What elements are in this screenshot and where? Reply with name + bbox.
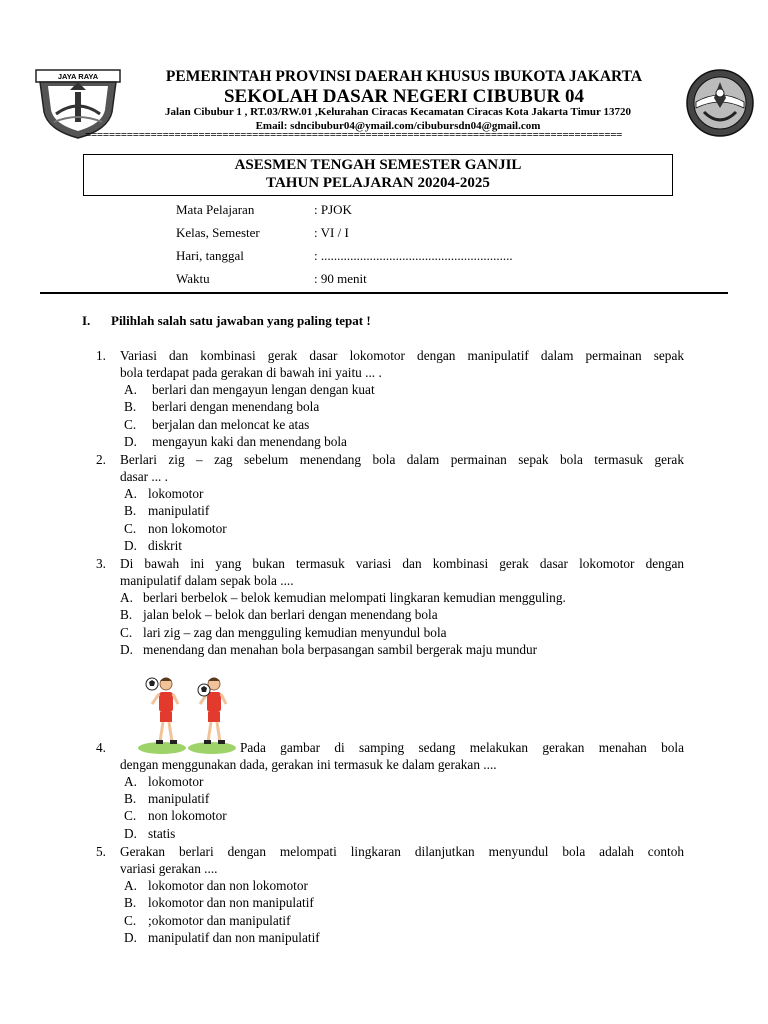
- question-number: 3.: [96, 556, 106, 571]
- option-letter: B.: [120, 607, 133, 622]
- question-text: Gerakan berlari dengan melompati lingkaran dilanjutkan menyundul bola adalah contoh: [120, 844, 684, 859]
- question-number: 1.: [96, 348, 106, 363]
- info-label-time: Waktu: [176, 271, 210, 286]
- option-text: manipulatif dan non manipulatif: [148, 930, 320, 945]
- question-text: Berlari zig – zag sebelum menendang bola dalam permainan sepak bola termasuk gerak: [120, 452, 684, 467]
- option-text: lokomotor dan non manipulatif: [148, 895, 314, 910]
- header-divider: [40, 292, 728, 294]
- option-text: non lokomotor: [148, 521, 227, 536]
- section-number: I.: [82, 313, 91, 328]
- option-text: diskrit: [148, 538, 182, 553]
- info-value-subject: : PJOK: [314, 202, 352, 217]
- option-text: lokomotor dan non lokomotor: [148, 878, 308, 893]
- option-letter: C.: [124, 808, 137, 823]
- info-value-class: : VI / I: [314, 225, 349, 240]
- option-text: berlari dengan menendang bola: [152, 399, 320, 414]
- option-letter: D.: [124, 434, 137, 449]
- question-text-continued: dengan menggunakan dada, gerakan ini termasuk ke dalam gerakan ....: [120, 757, 497, 772]
- exam-title: ASESMEN TENGAH SEMESTER GANJIL: [234, 157, 522, 173]
- question-text-continued: dasar ... .: [120, 469, 168, 484]
- option-letter: D.: [124, 538, 137, 553]
- question-text-continued: bola terdapat pada gerakan di bawah ini yaitu ... .: [120, 365, 382, 380]
- soccer-players-illustration: [134, 670, 238, 756]
- question-text: Di bawah ini yang bukan termasuk variasi dan kombinasi gerak dasar lokomotor dengan: [120, 556, 684, 571]
- tut-wuri-handayani-icon: [682, 68, 758, 138]
- option-letter: A.: [124, 382, 137, 397]
- option-text: berlari berbelok – belok kemudian melompati lingkaran kemudian mengguling.: [143, 590, 566, 605]
- header-address: Jalan Cibubur 1 , RT.03/RW.01 ,Kelurahan Ciracas Kecamatan Ciracas Kota Jakarta Timur 13720: [165, 106, 631, 118]
- option-letter: A.: [124, 774, 137, 789]
- option-letter: C.: [124, 521, 137, 536]
- option-text: jalan belok – belok dan berlari dengan menendang bola: [143, 607, 438, 622]
- option-letter: A.: [124, 878, 137, 893]
- section-title: Pilihlah salah satu jawaban yang paling tepat !: [111, 313, 371, 328]
- option-text: mengayun kaki dan menendang bola: [152, 434, 347, 449]
- option-text: menendang dan menahan bola berpasangan sambil bergerak maju mundur: [143, 642, 538, 657]
- option-letter: B.: [124, 399, 137, 414]
- header-government: PEMERINTAH PROVINSI DAERAH KHUSUS IBUKOTA JAKARTA: [165, 68, 643, 85]
- exam-year: TAHUN PELAJARAN 20204-2025: [266, 175, 490, 191]
- header-separator: ==========================================================================================: [85, 129, 623, 141]
- question-text: Variasi dan kombinasi gerak dasar lokomotor dengan manipulatif dalam permainan sepak: [120, 348, 684, 363]
- svg-text:JAYA RAYA: JAYA RAYA: [57, 72, 99, 81]
- option-letter: C.: [120, 625, 133, 640]
- option-text: lari zig – zag dan mengguling kemudian menyundul bola: [143, 625, 447, 640]
- option-letter: A.: [124, 486, 137, 501]
- option-letter: B.: [124, 791, 137, 806]
- option-letter: C.: [124, 417, 137, 432]
- question-text-continued: manipulatif dalam sepak bola ....: [120, 573, 294, 588]
- option-letter: D.: [124, 826, 137, 841]
- option-letter: C.: [124, 913, 137, 928]
- option-letter: A.: [120, 590, 133, 605]
- option-text: berlari dan mengayun lengan dengan kuat: [152, 382, 375, 397]
- question-number: 2.: [96, 452, 106, 467]
- option-letter: D.: [120, 642, 133, 657]
- option-text: berjalan dan meloncat ke atas: [152, 417, 310, 432]
- option-text: manipulatif: [148, 503, 210, 518]
- info-label-class: Kelas, Semester: [176, 225, 260, 240]
- header-school-name: SEKOLAH DASAR NEGERI CIBUBUR 04: [223, 86, 584, 107]
- header-email: Email: sdncibubur04@ymail.com/cibubursdn04@gmail.com: [255, 120, 541, 132]
- info-value-time: : 90 menit: [314, 271, 367, 286]
- option-text: statis: [148, 826, 176, 841]
- option-letter: B.: [124, 895, 137, 910]
- option-text: manipulatif: [148, 791, 210, 806]
- option-text: lokomotor: [148, 486, 204, 501]
- info-label-date: Hari, tanggal: [176, 248, 244, 263]
- option-letter: D.: [124, 930, 137, 945]
- question-text: Pada gambar di samping sedang melakukan gerakan menahan bola: [240, 740, 684, 755]
- question-number: 4.: [96, 740, 106, 755]
- info-value-date: : ...........................................................: [314, 248, 513, 263]
- question-number: 5.: [96, 844, 106, 859]
- option-text: non lokomotor: [148, 808, 227, 823]
- info-label-subject: Mata Pelajaran: [176, 202, 255, 217]
- question-text-continued: variasi gerakan ....: [120, 861, 218, 876]
- option-text: ;okomotor dan manipulatif: [148, 913, 291, 928]
- option-text: lokomotor: [148, 774, 204, 789]
- option-letter: B.: [124, 503, 137, 518]
